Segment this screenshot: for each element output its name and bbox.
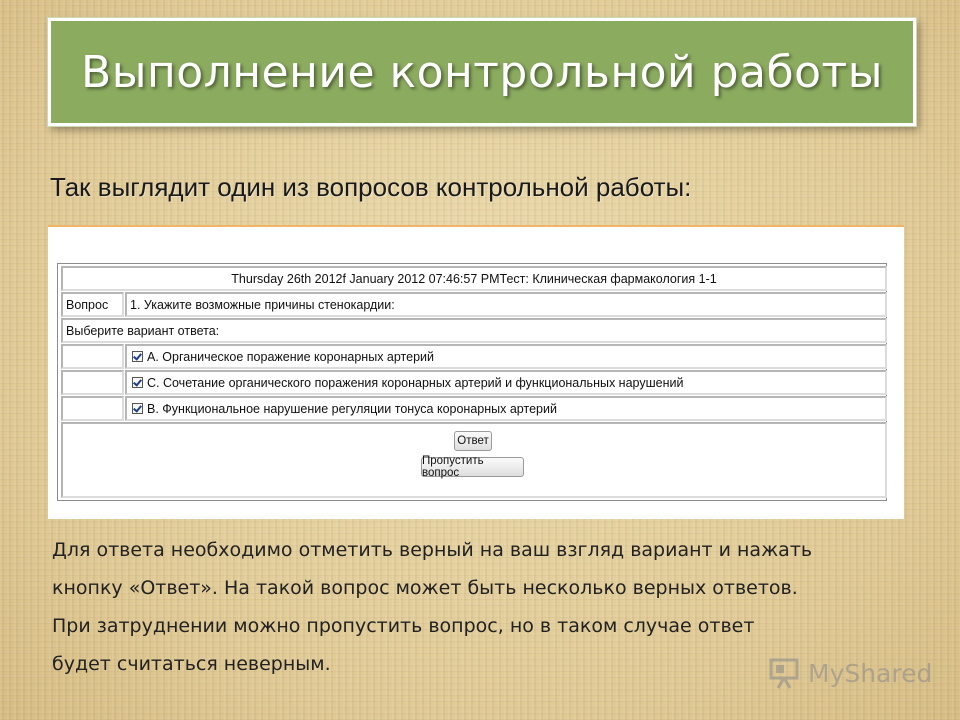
answer-option[interactable] [125,370,887,395]
option-spacer [61,344,124,369]
answer-option[interactable] [125,344,887,369]
checkbox-icon[interactable] [132,403,143,414]
checkbox-icon[interactable] [132,351,143,362]
question-text: 1. Укажите возможные причины стенокардии: [125,292,887,317]
question-label: Вопрос [61,292,124,317]
presentation-screen-icon [768,656,802,690]
slide-subtitle: Так выглядит один из вопросов контрольной работы: [50,172,692,202]
instruction-line: Для ответа необходимо отметить верный на ваш взгляд вариант и нажать [52,539,813,561]
quiz-table [57,263,887,501]
answer-button[interactable]: Ответ [454,431,492,451]
checkbox-icon[interactable] [132,377,143,388]
choose-prompt: Выберите вариант ответа: [61,318,887,343]
option-spacer [61,396,124,421]
option-spacer [61,370,124,395]
answer-option[interactable] [125,396,887,421]
option-label: А. Органическое поражение коронарных артерий [147,349,434,364]
title-banner [48,18,916,126]
quiz-screenshot [48,225,904,519]
slide-title: Выполнение контрольной работы [81,46,883,98]
quiz-header: Thursday 26th 2012f January 2012 07:46:57 PMТест: Клиническая фармакология 1-1 [61,266,887,291]
instruction-line: кнопку «Ответ». На такой вопрос может быть несколько верных ответов. [52,577,798,599]
option-label: В. Функциональное нарушение регуляции тонуса коронарных артерий [147,401,557,416]
instruction-line: будет считаться неверным. [52,653,331,675]
watermark-text: MyShared [808,658,933,688]
option-label: С. Сочетание органического поражения коронарных артерий и функциональных нарушений [147,375,684,390]
skip-question-button[interactable]: Пропустить вопрос [421,457,524,477]
instruction-line: При затруднении можно пропустить вопрос, но в таком случае ответ [52,615,755,637]
watermark [768,656,932,690]
